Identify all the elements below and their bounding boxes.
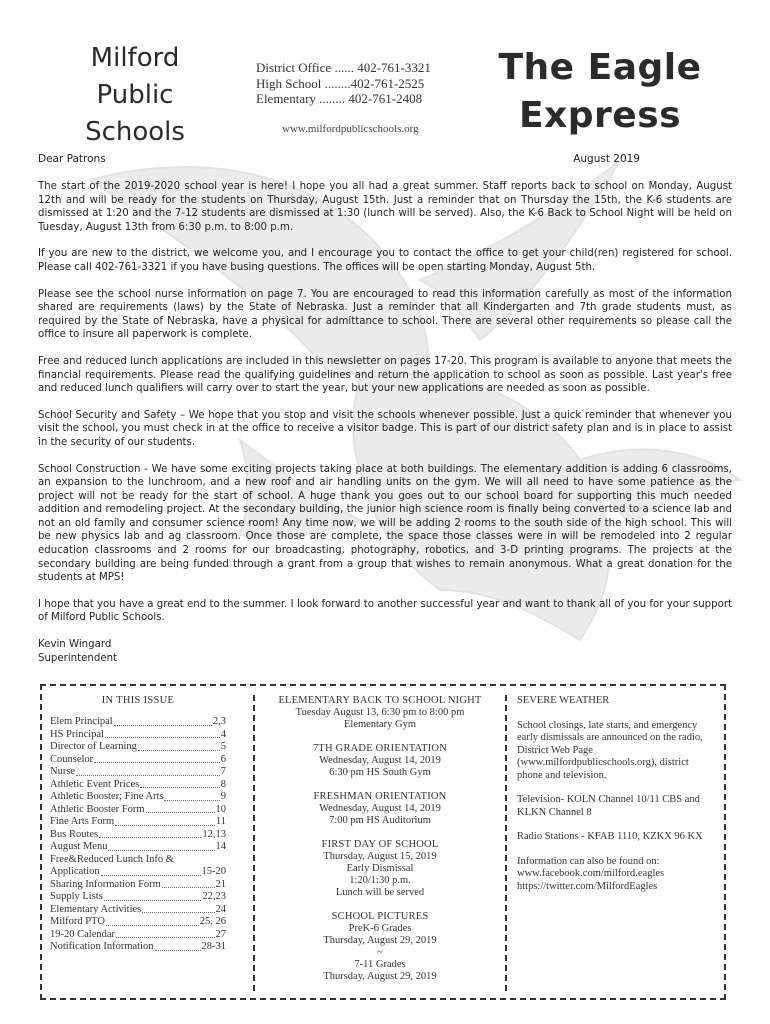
toc-label: Notification Information xyxy=(50,941,154,952)
event-detail: PreK-6 Grades xyxy=(348,923,412,934)
event-block xyxy=(270,743,490,779)
toc-page: 6 xyxy=(220,753,226,765)
toc-item xyxy=(50,929,226,942)
event-block xyxy=(270,911,490,983)
paragraph: I hope that you have a great end to the summer. I look forward to another successful year and want to thank all of you for your support of Milford Public Schools. xyxy=(38,598,732,624)
toc-item xyxy=(50,879,226,892)
toc-page: 11 xyxy=(215,816,226,827)
toc-leader xyxy=(142,904,214,914)
event-detail: Early Dismissal xyxy=(346,863,414,874)
toc-leader xyxy=(108,841,214,851)
event-title: ELEMENTARY BACK TO SCHOOL NIGHT xyxy=(278,695,482,706)
paragraph: Please see the school nurse information on page 7. You are encouraged to read this information carefully as most of the information shared are requirements (laws) by the State of Nebraska. Just a reminder that all Kindergarten and 7th grade students must, as required by the State of Nebraska, have a physical for admittance to school. There are several other requirements so please call the office to insure all paperwork is complete. xyxy=(38,288,732,341)
event-detail: 7:00 pm HS Auditorium xyxy=(329,815,431,826)
weather-info-label: Information can also be found on: xyxy=(517,855,660,867)
facebook-link[interactable]: www.facebook.com/milford.eagles xyxy=(517,868,665,879)
toc-item xyxy=(50,804,226,817)
toc-label: Milford PTO xyxy=(50,916,105,927)
toc-item xyxy=(50,791,226,804)
toc-leader xyxy=(162,879,215,889)
event-detail: ~ xyxy=(377,947,383,958)
in-this-issue-title: IN THIS ISSUE xyxy=(101,695,175,706)
paragraph: Free and reduced lunch applications are included in this newsletter on pages 17-20. This program is available to anyone that meets the financial requirements. Please read the qualifying guidelines and return the application to school as soon as possible. Last year's free and reduced lunch qualifiers will carry over to start the year, but your new applications are needed as soon as possible. xyxy=(38,355,732,395)
toc-label: Elem Principal xyxy=(50,716,113,727)
event-block xyxy=(270,791,490,827)
event-detail: Thursday, August 29, 2019 xyxy=(323,935,437,946)
toc-label: Fine Arts Form xyxy=(50,816,115,827)
contact-numbers xyxy=(256,60,431,107)
toc-label: 19-20 Calendar xyxy=(50,928,116,940)
toc-label: Counselor xyxy=(50,753,94,765)
toc-item xyxy=(50,904,226,917)
severe-weather-title: SEVERE WEATHER xyxy=(517,695,610,706)
severe-weather xyxy=(517,695,717,893)
toc-item xyxy=(50,716,226,729)
toc-label: HS Principal xyxy=(50,728,104,740)
weather-radio: Radio Stations - KFAB 1110, KZKX 96 KX xyxy=(517,831,703,842)
toc-label: Application xyxy=(50,866,100,877)
paragraph: School Construction - We have some exciting projects taking place at both buildings. The elementary addition is adding 6 classrooms, an expansion to the lunchroom, and a new roof and air handling units on the gym. We will all need to have some patience as the project will not be ready for the start of school. A huge thank you goes out to our school board for supporting this much needed addition and remodeling project. At the secondary building, the junior high science room is finally being converted to a science lab and not an old family and consumer science room! Any time now, we will be adding 2 rooms to the south side of the high school. This will be new physics lab and ag classroom. Once those are complete, the space those classes were in will be remodeled into 2 regular education classrooms and 2 rooms for our broadcasting, photography, robotics, and 3-D printing programs. The projects at the secondary building are being funded through a grant from a group that wishes to remain anonymous. What a great donation for the students at MPS! xyxy=(38,463,732,584)
toc-page: 5 xyxy=(220,741,226,752)
toc-page: 14 xyxy=(215,841,226,852)
event-detail: Thursday, August 15, 2019 xyxy=(323,851,437,862)
event-title: FRESHMAN ORIENTATION xyxy=(313,791,447,802)
toc-label: Sharing Information Form xyxy=(50,878,161,890)
toc-leader xyxy=(94,754,220,764)
column-divider xyxy=(505,695,507,991)
contact-line: Elementary ........ 402-761-2408 xyxy=(256,91,423,106)
toc-item xyxy=(50,729,226,742)
letter-body xyxy=(38,180,732,665)
event-detail: Thursday, August 29, 2019 xyxy=(323,971,437,982)
event-title: SCHOOL PICTURES xyxy=(331,911,429,922)
toc-page: 9 xyxy=(220,791,226,802)
toc-label: August Menu xyxy=(50,841,108,852)
event-detail: 1:20/1:30 p.m. xyxy=(349,875,411,886)
toc-page: 25, 26 xyxy=(199,916,226,927)
event-detail: Lunch will be served xyxy=(335,887,425,898)
event-detail: 7-11 Grades xyxy=(354,959,406,970)
toc-leader xyxy=(99,829,201,839)
toc-page: 12,13 xyxy=(202,828,226,840)
toc-item xyxy=(50,841,226,854)
toc-leader xyxy=(116,929,214,939)
event-block xyxy=(270,839,490,899)
toc-page: 8 xyxy=(220,778,226,790)
toc-page: 27 xyxy=(215,928,226,940)
events-list xyxy=(270,695,490,983)
event-title: 7TH GRADE ORIENTATION xyxy=(312,743,447,754)
toc-item xyxy=(50,741,226,754)
school-name: Milford Public Schools xyxy=(85,43,185,147)
toc-page: 4 xyxy=(220,728,226,740)
toc-leader xyxy=(115,816,215,826)
twitter-link[interactable]: https://twitter.com/MilfordEagles xyxy=(517,880,658,892)
toc-page: 7 xyxy=(220,766,226,777)
toc-item xyxy=(50,891,226,904)
toc-item xyxy=(50,854,226,867)
event-detail: Elementary Gym xyxy=(343,719,417,730)
toc-leader xyxy=(155,941,201,951)
toc-label: Director of Learning xyxy=(50,741,137,752)
newsletter-header xyxy=(0,0,770,150)
toc-label: Athletic Booster; Fine Arts xyxy=(50,791,164,802)
toc-leader xyxy=(106,916,199,926)
in-this-issue xyxy=(50,695,226,954)
event-block xyxy=(270,695,490,731)
toc-page: 2,3 xyxy=(212,716,226,727)
toc-item xyxy=(50,829,226,842)
event-detail: Tuesday August 13, 6:30 pm to 8:00 pm xyxy=(295,707,465,718)
paragraph: The start of the 2019-2020 school year is here! I hope you all had a great summer. Staff reports back to school on Monday, August 12th and will be ready for the students on Thursday, August 15th. Just a reminder that on Thursday the 15th, the K-6 students are dismissed at 1:20 and the 7-12 students are dismissed at 1:30 (lunch will be served). Also, the K-6 Back to School Night will be held on Tuesday, August 13th from 6:30 p.m. to 8:00 p.m. xyxy=(38,181,732,233)
toc-item xyxy=(50,941,226,954)
toc-leader xyxy=(138,741,220,751)
toc-page: 22,23 xyxy=(202,891,226,902)
toc-leader xyxy=(146,804,215,814)
toc-label: Athletic Event Prices xyxy=(50,778,140,790)
toc-label: Supply Lists xyxy=(50,891,103,902)
salutation: Dear Patrons xyxy=(38,153,106,165)
toc-item xyxy=(50,866,226,879)
toc-item xyxy=(50,766,226,779)
toc-label: Athletic Booster Form xyxy=(50,803,145,815)
toc-page: 10 xyxy=(215,803,226,815)
signature-title: Superintendent xyxy=(38,652,118,664)
toc-page: 28-31 xyxy=(201,941,226,952)
toc-page: 21 xyxy=(215,878,226,890)
toc-label: Nurse xyxy=(50,766,76,777)
toc-leader xyxy=(140,779,220,789)
event-title: FIRST DAY OF SCHOOL xyxy=(321,839,439,850)
toc-leader xyxy=(164,791,219,801)
signature xyxy=(38,638,732,665)
toc-list xyxy=(50,716,226,954)
newsletter-title: The Eagle Express xyxy=(498,47,702,136)
toc-leader xyxy=(114,716,212,726)
toc-item xyxy=(50,779,226,792)
column-divider xyxy=(253,695,255,991)
contact-line: High School ........402-761-2525 xyxy=(256,75,425,91)
toc-label: Bus Routes xyxy=(50,828,99,840)
toc-item xyxy=(50,816,226,829)
paragraph: If you are new to the district, we welcome you, and I encourage you to contact the office to get your child(ren) registered for school. Please call 402-761-3321 if you have busing questions. The offices will be open starting Monday, August 5th. xyxy=(38,248,732,273)
toc-label: Free&Reduced Lunch Info & xyxy=(50,853,174,865)
paragraph: School Security and Safety – We hope that you stop and visit the schools whenever possible. Just a quick reminder that whenever you visit the school, you must check in at the office to receive a visitor badge. This is part of our district safety plan and is in place to assist in the security of our students. xyxy=(38,409,732,448)
toc-page: 15-20 xyxy=(201,866,226,877)
contact-line: District Office ...... 402-761-3321 xyxy=(256,60,431,75)
weather-announcements: School closings, late starts, and emergency early dismissals are announced on the radio, District Web Page (www.milfordpublicschools.org), district phone and television. xyxy=(517,719,703,781)
toc-label: Elementary Activities xyxy=(50,903,142,915)
event-detail: Wednesday, August 14, 2019 xyxy=(319,755,441,766)
toc-item xyxy=(50,754,226,767)
toc-item xyxy=(50,916,226,929)
event-detail: 6:30 pm HS South Gym xyxy=(329,767,431,778)
toc-leader xyxy=(101,866,201,876)
toc-leader xyxy=(76,766,220,776)
events-column xyxy=(270,695,490,995)
toc-page: 24 xyxy=(215,903,226,915)
event-detail: Wednesday, August 14, 2019 xyxy=(319,803,441,814)
letter-date: August 2019 xyxy=(573,153,640,165)
signature-name: Kevin Wingard xyxy=(38,639,112,651)
toc-leader xyxy=(105,729,220,739)
weather-television: Television- KOLN Channel 10/11 CBS and KLKN Channel 8 xyxy=(517,794,700,818)
website-link[interactable]: www.milfordpublicschools.org xyxy=(282,123,419,135)
toc-leader xyxy=(104,891,202,901)
